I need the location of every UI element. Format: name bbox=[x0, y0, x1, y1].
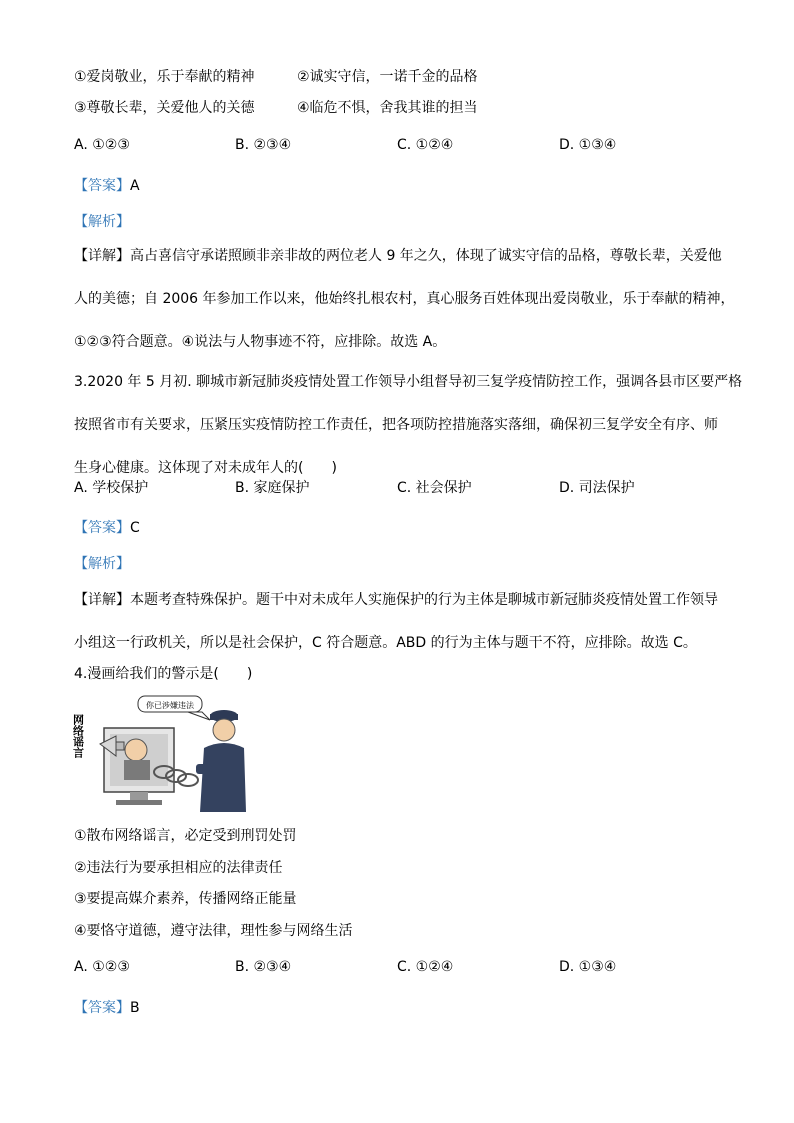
detail-tag: 【详解】 bbox=[74, 592, 130, 608]
q3-detail bbox=[74, 579, 722, 665]
q3-analysis-tag: 【解析】 bbox=[74, 556, 130, 572]
q2-statement-4: ④临危不惧，舍我其谁的担当 bbox=[297, 100, 478, 116]
q2-detail-line-1: 【详解】高占喜信守承诺照顾非亲非故的两位老人 9 年之久，体现了诚实守信的品格，尊敬长辈，关爱他 bbox=[74, 248, 722, 264]
cartoon-side-text: 网络谣言 bbox=[71, 714, 85, 758]
q3-detail-line-2: 小组这一行政机关，所以是社会保护，C 符合题意。ABD 的行为主体与题干不符，应排除。故选 C。 bbox=[74, 635, 697, 651]
detail-tag: 【详解】 bbox=[74, 248, 130, 264]
q4-statement-3: ③要提高媒介素养，传播网络正能量 bbox=[74, 891, 297, 907]
q2-detail bbox=[74, 235, 735, 364]
q3-detail-line-1: 【详解】本题考查特殊保护。题干中对未成年人实施保护的行为主体是聊城市新冠肺炎疫情处置工作领导 bbox=[74, 592, 718, 608]
q2-analysis-tag: 【解析】 bbox=[74, 214, 130, 230]
q4-statement-4: ④要恪守道德，遵守法律，理性参与网络生活 bbox=[74, 923, 353, 939]
q3-answer bbox=[74, 518, 140, 538]
cartoon-illustration bbox=[71, 694, 248, 812]
answer-tag: 【答案】 bbox=[74, 178, 130, 194]
bubble-text: 你已涉嫌违法 bbox=[146, 701, 194, 710]
q4-stem: 4.漫画给我们的警示是( ) bbox=[74, 666, 253, 682]
q3-option-a: A. 学校保护 bbox=[74, 480, 149, 496]
q4-statement-1: ①散布网络谣言，必定受到刑罚处罚 bbox=[74, 828, 297, 844]
q3-option-b: B. 家庭保护 bbox=[235, 480, 310, 496]
answer-value: A bbox=[130, 178, 140, 194]
q4-statement-2: ②违法行为要承担相应的法律责任 bbox=[74, 860, 283, 876]
answer-value: B bbox=[130, 1000, 140, 1016]
q2-option-a: A. ①②③ bbox=[74, 137, 130, 153]
q3-stem-line-3: 生身心健康。这体现了对未成年人的( ) bbox=[74, 460, 337, 476]
answer-tag: 【答案】 bbox=[74, 520, 130, 536]
q3-stem bbox=[74, 361, 743, 490]
q3-option-c: C. 社会保护 bbox=[397, 480, 472, 496]
q2-detail-line-3: ①②③符合题意。④说法与人物事迹不符，应排除。故选 A。 bbox=[74, 334, 447, 350]
q3-stem-line-2: 按照省市有关要求，压紧压实疫情防控工作责任，把各项防控措施落实落细，确保初三复学安全有序、师 bbox=[74, 417, 718, 433]
q2-option-d: D. ①③④ bbox=[559, 137, 617, 153]
cartoon-image bbox=[71, 694, 248, 812]
q3-option-d: D. 司法保护 bbox=[559, 480, 635, 496]
q4-option-b: B. ②③④ bbox=[235, 959, 292, 975]
q4-option-a: A. ①②③ bbox=[74, 959, 130, 975]
q4-option-c: C. ①②④ bbox=[397, 959, 454, 975]
q2-statement-1: ①爱岗敬业，乐于奉献的精神 bbox=[74, 69, 255, 85]
q2-answer bbox=[74, 176, 140, 196]
q2-statement-3: ③尊敬长辈，关爱他人的关德 bbox=[74, 100, 255, 116]
q4-answer bbox=[74, 998, 140, 1018]
q4-option-d: D. ①③④ bbox=[559, 959, 617, 975]
q2-statement-2: ②诚实守信，一诺千金的品格 bbox=[297, 69, 478, 85]
answer-value: C bbox=[130, 520, 140, 536]
q2-option-b: B. ②③④ bbox=[235, 137, 292, 153]
q2-option-c: C. ①②④ bbox=[397, 137, 454, 153]
q3-stem-line-1: 3.2020 年 5 月初. 聊城市新冠肺炎疫情处置工作领导小组督导初三复学疫情防控工作，强调各县市区要严格 bbox=[74, 374, 743, 390]
answer-tag: 【答案】 bbox=[74, 1000, 130, 1016]
q2-detail-line-2: 人的美德；自 2006 年参加工作以来，他始终扎根农村，真心服务百姓体现出爱岗敬业，乐于奉献的精神， bbox=[74, 291, 735, 307]
